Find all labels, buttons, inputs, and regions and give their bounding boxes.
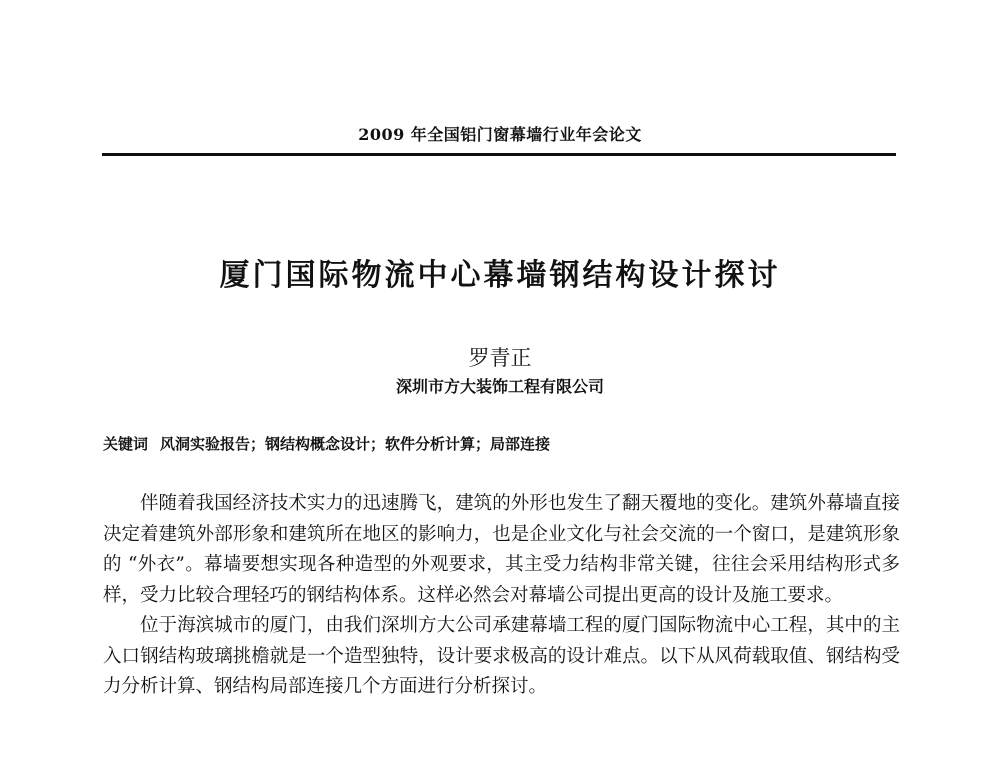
paragraph: 位于海滨城市的厦门，由我们深圳方大公司承建幕墙工程的厦门国际物流中心工程，其中的主入口钢结构玻璃挑檐就是一个造型独特，设计要求极高的设计难点。以下从风荷载取值、钢结构受力分析计算、钢结构局部连接几个方面进行分析探讨。 <box>103 615 900 697</box>
keywords-text: 风洞实验报告；钢结构概念设计；软件分析计算；局部连接 <box>160 435 551 453</box>
body-text <box>103 489 900 703</box>
keywords-line <box>103 433 903 454</box>
keywords-label: 关键词 <box>103 435 149 453</box>
header-rule <box>102 153 896 156</box>
paragraph: 伴随着我国经济技术实力的迅速腾飞，建筑的外形也发生了翻天覆地的变化。建筑外幕墙直接决定着建筑外部形象和建筑所在地区的影响力，也是企业文化与社会交流的一个窗口，是建筑形象的 “外衣”。幕墙要想实现各种造型的外观要求，其主受力结构非常关键，往往会采用结构形式多样，受力比较合理轻巧的钢结构体系。这样必然会对幕墙公司提出更高的设计及施工要求。 <box>103 493 900 606</box>
author-name: 罗青正 <box>468 346 532 370</box>
running-header: 2009 年全国铝门窗幕墙行业年会论文 <box>358 125 642 144</box>
paper-title: 厦门国际物流中心幕墙钢结构设计探讨 <box>219 258 781 293</box>
author-affiliation: 深圳市方大装饰工程有限公司 <box>395 377 604 396</box>
